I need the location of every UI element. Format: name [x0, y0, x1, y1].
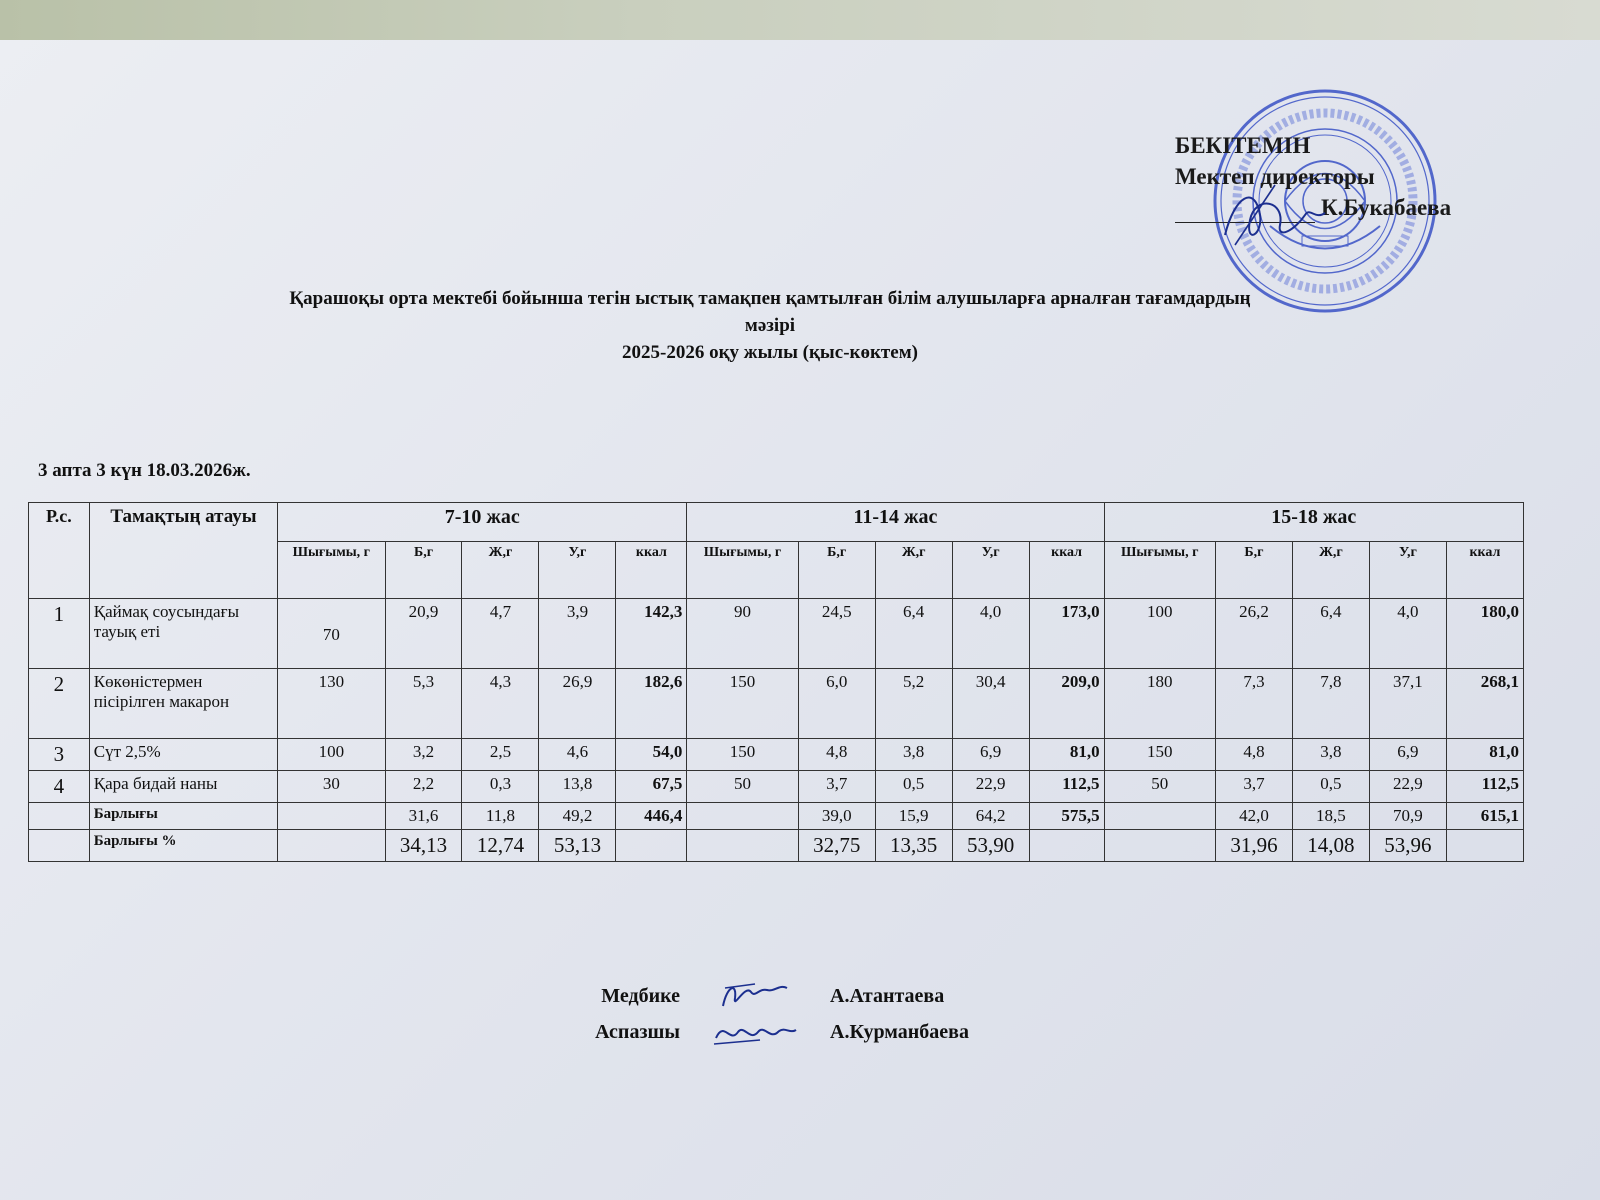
- cell-value: 0,3: [462, 771, 539, 803]
- cell-value: 49,2: [539, 803, 616, 830]
- subheader-protein: Б,г: [385, 542, 462, 599]
- cell-value: 22,9: [1369, 771, 1446, 803]
- cell-value: 20,9: [385, 599, 462, 669]
- cell-percent: 12,74: [462, 830, 539, 862]
- cell-value: 4,6: [539, 739, 616, 771]
- cell-value: 70: [278, 599, 385, 669]
- cell-value: 13,8: [539, 771, 616, 803]
- cell-value: [278, 803, 385, 830]
- cell-kcal: 209,0: [1029, 669, 1104, 739]
- day-label: 3 апта 3 күн 18.03.2026ж.: [38, 460, 251, 481]
- cell-kcal: 268,1: [1446, 669, 1523, 739]
- cook-role: Аспазшы: [595, 1021, 680, 1043]
- percent-label: Барлығы %: [89, 830, 277, 862]
- cell-value: 150: [687, 669, 798, 739]
- cell-value: 4,8: [798, 739, 875, 771]
- signatures-block: [560, 978, 1030, 1050]
- table-row: [29, 599, 1524, 669]
- cell-value: 150: [1104, 739, 1215, 771]
- cell-percent: 53,90: [952, 830, 1029, 862]
- subheader-fat: Ж,г: [462, 542, 539, 599]
- subheader-kcal: ккал: [1029, 542, 1104, 599]
- cell-percent: 31,96: [1215, 830, 1292, 862]
- cell-value: [1029, 830, 1104, 862]
- header-rs: Р.с.: [29, 503, 90, 599]
- approval-heading: БЕКІТЕМІН: [1175, 133, 1311, 158]
- cell-value: 5,3: [385, 669, 462, 739]
- cell-value: 130: [278, 669, 385, 739]
- cook-signature: [680, 1014, 830, 1050]
- title-line-2: мәзірі: [744, 315, 796, 336]
- cell-value: 39,0: [798, 803, 875, 830]
- cook-name: А.Курманбаева: [830, 1021, 969, 1043]
- cell-kcal: 54,0: [616, 739, 687, 771]
- subheader-protein: Б,г: [798, 542, 875, 599]
- subheader-carbs: У,г: [539, 542, 616, 599]
- cell-kcal: 81,0: [1446, 739, 1523, 771]
- title-line-1: Қарашоқы орта мектебі бойынша тегін ыстық тамақпен қамтылған білім алушыларға арналған тағамдардың: [289, 288, 1251, 309]
- nurse-signature: [680, 978, 830, 1014]
- cell-value: 3,7: [798, 771, 875, 803]
- cell-percent: 53,96: [1369, 830, 1446, 862]
- row-number: 2: [29, 669, 90, 739]
- cell-value: 6,9: [1369, 739, 1446, 771]
- cell-value: 31,6: [385, 803, 462, 830]
- signature-row-nurse: [560, 978, 1030, 1014]
- subheader-protein: Б,г: [1215, 542, 1292, 599]
- cell-value: 50: [1104, 771, 1215, 803]
- cell-value: 70,9: [1369, 803, 1446, 830]
- header-dish-name: Тамақтың атауы: [89, 503, 277, 599]
- title-line-3: 2025-2026 оқу жылы (қыс-көктем): [622, 342, 918, 363]
- cell-value: 6,4: [875, 599, 952, 669]
- row-number: 4: [29, 771, 90, 803]
- cell-value: 64,2: [952, 803, 1029, 830]
- cell-value: [1104, 830, 1215, 862]
- cell-value: [687, 803, 798, 830]
- table-row: [29, 771, 1524, 803]
- subheader-kcal: ккал: [616, 542, 687, 599]
- cell-value: 7,3: [1215, 669, 1292, 739]
- header-row-groups: [29, 503, 1524, 542]
- cell-value: 22,9: [952, 771, 1029, 803]
- approval-position: Мектеп директоры: [1175, 164, 1375, 189]
- nurse-name: А.Атантаева: [830, 985, 945, 1007]
- row-number: 3: [29, 739, 90, 771]
- cell-value: 0,5: [875, 771, 952, 803]
- table-row: [29, 739, 1524, 771]
- cell-value: [687, 830, 798, 862]
- dish-name: Қара бидай наны: [89, 771, 277, 803]
- cell-value: 2,5: [462, 739, 539, 771]
- cell-kcal: 446,4: [616, 803, 687, 830]
- cell-kcal: 112,5: [1446, 771, 1523, 803]
- cell-percent: 13,35: [875, 830, 952, 862]
- nurse-signature-mark: [715, 978, 795, 1014]
- cell-kcal: 575,5: [1029, 803, 1104, 830]
- cell-percent: 34,13: [385, 830, 462, 862]
- approval-name: К.Букабаева: [1321, 195, 1452, 220]
- cell-value: [1446, 830, 1523, 862]
- cell-kcal: 615,1: [1446, 803, 1523, 830]
- cell-value: 26,9: [539, 669, 616, 739]
- header-group-11-14: 11-14 жас: [687, 503, 1104, 542]
- cell-value: 18,5: [1292, 803, 1369, 830]
- empty-cell: [29, 830, 90, 862]
- director-signature: [1215, 175, 1335, 255]
- cell-value: 4,8: [1215, 739, 1292, 771]
- table-row: [29, 669, 1524, 739]
- cell-kcal: 182,6: [616, 669, 687, 739]
- cell-value: 100: [278, 739, 385, 771]
- subheader-carbs: У,г: [1369, 542, 1446, 599]
- cell-kcal: 67,5: [616, 771, 687, 803]
- cell-value: 4,3: [462, 669, 539, 739]
- menu-table: [28, 502, 1524, 862]
- dish-name: Сүт 2,5%: [89, 739, 277, 771]
- cell-value: 3,7: [1215, 771, 1292, 803]
- cell-value: [278, 830, 385, 862]
- dish-name: Қаймақ соусындағы тауық еті: [89, 599, 277, 669]
- cell-value: 4,0: [952, 599, 1029, 669]
- subheader-yield: Шығымы, г: [687, 542, 798, 599]
- cell-kcal: 173,0: [1029, 599, 1104, 669]
- cell-value: 0,5: [1292, 771, 1369, 803]
- cell-kcal: 81,0: [1029, 739, 1104, 771]
- cell-value: 90: [687, 599, 798, 669]
- cell-value: 30,4: [952, 669, 1029, 739]
- cell-value: 50: [687, 771, 798, 803]
- subheader-kcal: ккал: [1446, 542, 1523, 599]
- subheader-fat: Ж,г: [875, 542, 952, 599]
- cell-value: 6,9: [952, 739, 1029, 771]
- cell-value: 5,2: [875, 669, 952, 739]
- cell-value: 3,8: [1292, 739, 1369, 771]
- cell-percent: 14,08: [1292, 830, 1369, 862]
- dish-name: Көкөністермен пісірілген макарон: [89, 669, 277, 739]
- cell-kcal: 180,0: [1446, 599, 1523, 669]
- cell-kcal: 142,3: [616, 599, 687, 669]
- cell-value: 6,4: [1292, 599, 1369, 669]
- cell-value: 150: [687, 739, 798, 771]
- cell-value: 6,0: [798, 669, 875, 739]
- cell-value: 4,0: [1369, 599, 1446, 669]
- signature-row-cook: [560, 1014, 1030, 1050]
- cook-signature-mark: [710, 1014, 800, 1050]
- cell-value: 7,8: [1292, 669, 1369, 739]
- cell-value: 30: [278, 771, 385, 803]
- cell-value: 100: [1104, 599, 1215, 669]
- subheader-yield: Шығымы, г: [278, 542, 385, 599]
- cell-value: 42,0: [1215, 803, 1292, 830]
- cell-percent: 32,75: [798, 830, 875, 862]
- cell-value: 15,9: [875, 803, 952, 830]
- cell-value: 2,2: [385, 771, 462, 803]
- percent-row: [29, 830, 1524, 862]
- background-band: [0, 0, 1600, 40]
- cell-value: 11,8: [462, 803, 539, 830]
- header-group-15-18: 15-18 жас: [1104, 503, 1523, 542]
- total-label: Барлығы: [89, 803, 277, 830]
- cell-value: [616, 830, 687, 862]
- subheader-fat: Ж,г: [1292, 542, 1369, 599]
- cell-kcal: 112,5: [1029, 771, 1104, 803]
- cell-value: 3,9: [539, 599, 616, 669]
- nurse-role: Медбике: [601, 985, 680, 1007]
- subheader-yield: Шығымы, г: [1104, 542, 1215, 599]
- cell-value: 4,7: [462, 599, 539, 669]
- total-row: [29, 803, 1524, 830]
- cell-value: [1104, 803, 1215, 830]
- cell-value: 24,5: [798, 599, 875, 669]
- cell-value: 3,8: [875, 739, 952, 771]
- cell-value: 3,2: [385, 739, 462, 771]
- empty-cell: [29, 803, 90, 830]
- subheader-carbs: У,г: [952, 542, 1029, 599]
- cell-percent: 53,13: [539, 830, 616, 862]
- cell-value: 37,1: [1369, 669, 1446, 739]
- document-title: [120, 285, 1420, 366]
- row-number: 1: [29, 599, 90, 669]
- header-group-7-10: 7-10 жас: [278, 503, 687, 542]
- cell-value: 26,2: [1215, 599, 1292, 669]
- cell-value: 180: [1104, 669, 1215, 739]
